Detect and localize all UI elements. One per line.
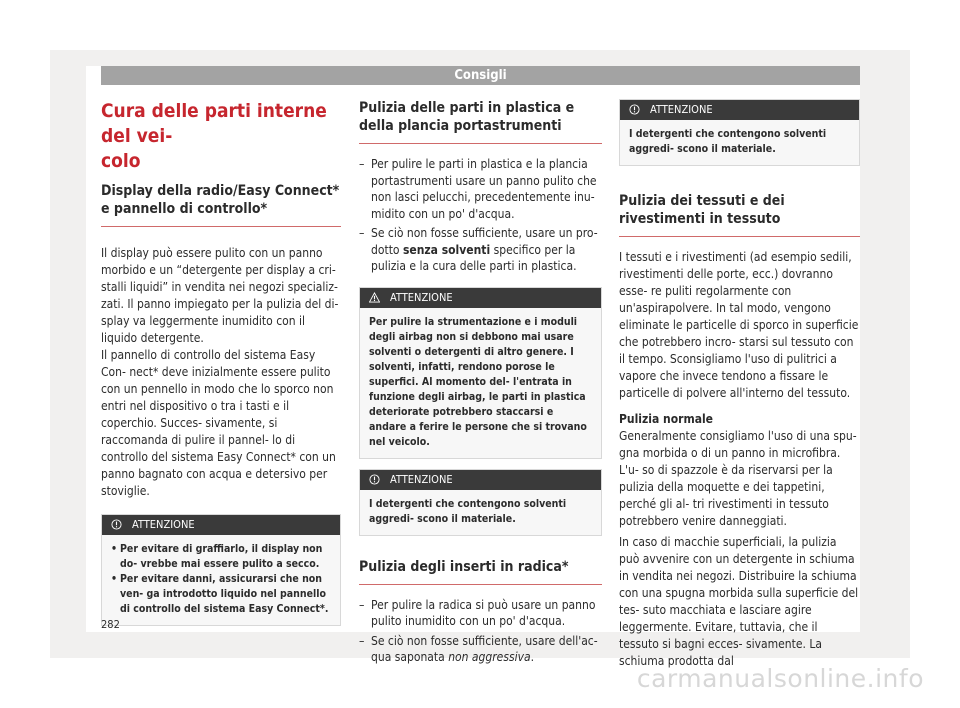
warning-label: ATTENZIONE [132,518,195,531]
list-item: – Per pulire la radica si può usare un panno pulito inumidito con un po' d'acqua. [359,597,596,628]
warning-triangle-icon [369,292,380,303]
warning-label: ATTENZIONE [390,472,453,486]
info-circle-icon [369,474,380,485]
column-3 [619,85,860,670]
warning-label: ATTENZIONE [390,290,453,304]
list-item: – Se ciò non fosse sufficiente, usare dell'ac- qua saponata non aggressiva. [359,633,598,664]
list-item: – Se ciò non fosse sufficiente, usare un pro- dotto senza solventi specifico per la pulizia e la cura delle parti in plastica. [359,226,598,273]
paragraph: Il pannello di controllo del sistema Easy Con- nect* deve inizialmente essere pulito con un pennello in modo che lo sporco non entri nel dispositivo o tra i tasti e il coperchio. Succes- sivamente, si raccomanda di pulire il pannel- lo di controllo del sistema Easy Connect* con un panno bagnato con acqua e detersivo per stoviglie. [101,348,336,498]
warning-box [619,99,860,166]
warning-header [102,515,340,535]
chapter-title: Cura delle parti interne del vei- colo [101,100,327,172]
section-heading-display: Display della radio/Easy Connect* e pannello di controllo* [101,182,341,227]
paragraph: Il display può essere pulito con un panno morbido e un “detergente per display a cri- stalli liquidi” in vendita nei negozi specializ- zati. Il panno impiegato per la pulizia del di- splay va leggermente inumidito con il liquido detergente. [101,246,339,345]
section-heading-plastic: Pulizia delle parti in plastica e della plancia portastrumenti [359,99,602,144]
instruction-list [359,156,602,275]
warning-item: • Per evitare danni, assicurarsi che non ven- ga introdotto liquido nel pannello di controllo del sistema Easy Connect*. [111,573,329,615]
warning-item: • Per evitare di graffiarlo, il display non do- vrebbe mai essere pulito a secco. [111,543,323,570]
section-heading-textiles: Pulizia dei tessuti e dei rivestimenti in tessuto [619,192,860,237]
warning-label: ATTENZIONE [650,103,713,116]
info-circle-icon [629,104,640,115]
section-heading-wood: Pulizia degli inserti in radica* [359,558,602,585]
warning-box [359,287,602,459]
subheading: Pulizia normale [619,412,713,426]
page-number: 282 [101,618,120,631]
paragraph: I tessuti e i rivestimenti (ad esempio sedili, rivestimenti delle porte, ecc.) dovranno esse- re puliti regolarmente con un'aspirapolvere. In tal modo, vengono eliminate le particelle di sporco in superficie che potrebbero incro- starsi sul tessuto con il tempo. Sconsigliamo l'uso di pulitrici a vapore che invece tendono a fissare le particelle di polvere all'interno del tessuto. [619,250,859,400]
section-header: Consigli [101,66,860,85]
column-2 [359,85,602,669]
column-1 [101,85,341,626]
warning-body: I detergenti che contengono solventi aggredi- scono il materiale. [360,490,601,535]
warning-body [102,535,340,625]
warning-header [360,288,601,308]
warning-box [359,469,602,536]
warning-body: Per pulire la strumentazione e i moduli degli airbag non si debbono mai usare solventi o detergenti di altro genere. I solventi, infatti, rendono porose le superfici. Al momento del- l'entrata in funzione degli airbag, le parti in plastica deteriorate potrebbero staccarsi e andare a ferire le persone che si trovano nel veicolo. [360,308,601,458]
warning-body: I detergenti che contengono solventi aggredi- scono il materiale. [620,120,859,165]
list-item: – Per pulire le parti in plastica e la plancia portastrumenti usare un panno pulito che non lasci pelucchi, precedentemente inu- midito con un po' d'acqua. [359,157,597,221]
instruction-list [359,597,602,666]
warning-header [620,100,859,120]
paragraph: Generalmente consigliamo l'uso di una spu- gna morbida o di un panno in microfibra. L'u- so di spazzole è da riservarsi per la pulizia della moquette e dei tappetini, perché gli al- tri rivestimenti in tessuto potrebbero venire danneggiati. [619,429,857,528]
warning-box [101,514,341,626]
warning-header [360,470,601,490]
info-circle-icon [111,519,122,530]
watermark: carmanualsonline.info [636,664,924,693]
paragraph: In caso di macchie superficiali, la pulizia può avvenire con un detergente in schiuma in vendita nei negozi. Distribuire la schiuma con una spugna morbida sulla superficie del tes- suto macchiata e lasciare agire leggermente. Evitare, tuttavia, che il tessuto si bagni ecces- sivamente. La schiuma prodotta dal [619,535,859,668]
